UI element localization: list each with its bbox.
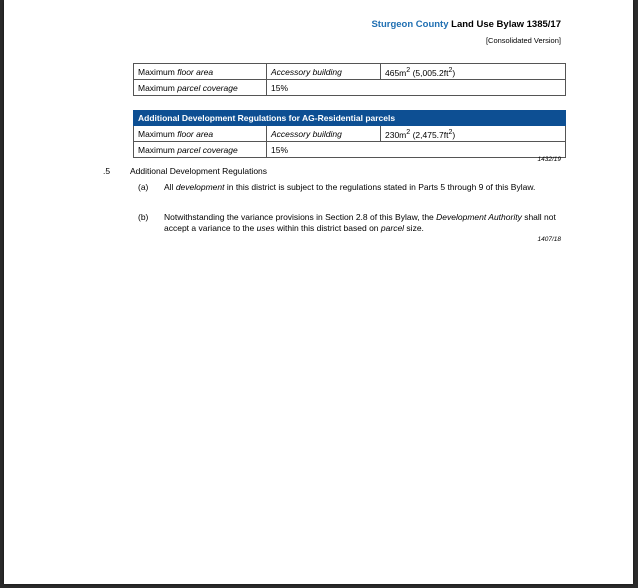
value-text: (2,475.7ft [410,129,449,140]
item-label: (a) [138,182,149,192]
defined-term: development [175,182,225,192]
table-cell [134,80,267,96]
defined-term: parcel [380,223,405,233]
header-title-line [371,19,561,30]
text-run: size. [404,223,424,233]
text-run: within this district based on [274,223,381,233]
table-title: Additional Development Regulations for AG-Residential parcels [134,111,566,126]
organization-name: Sturgeon County [371,19,449,30]
item-text [164,182,568,193]
table-header-row [134,111,566,126]
defined-term: Accessory building [271,128,342,139]
value-text: 465m [385,67,407,78]
table-cell [267,64,381,80]
defined-term: floor area [177,128,214,139]
defined-term: Development Authority [436,212,522,222]
table-cell [134,64,267,80]
value-text: (5,005.2ft [410,67,449,78]
label-text: Maximum [138,66,175,77]
table-cell: 15% [267,80,566,96]
value-text: ) [452,67,456,78]
superscript: 2 [448,127,453,136]
amendment-reference: 1407/18 [537,236,561,243]
value-text: ) [452,129,456,140]
table-cell [381,126,566,142]
text-run: Notwithstanding the variance provisions in Section 2.8 of this Bylaw, the [164,212,437,222]
defined-term: parcel coverage [177,144,238,155]
defined-term: uses [256,223,275,233]
table-row [134,142,566,158]
list-item [138,212,568,234]
label-text: Maximum [138,128,175,139]
defined-term: floor area [177,66,214,77]
table-cell [381,64,566,80]
label-text: Maximum [138,144,175,155]
table-cell [134,126,267,142]
table-cell [134,142,267,158]
superscript: 2 [406,65,411,74]
label-text: Maximum [138,82,175,93]
list-item [138,182,568,193]
section-number: .5 [103,166,111,176]
regulations-table [133,63,566,96]
table-row [134,64,566,80]
defined-term: parcel coverage [177,82,238,93]
table-row [134,80,566,96]
bylaw-title: Land Use Bylaw 1385/17 [451,19,561,30]
text-run: in this district is subject to the regulations stated in Parts 5 through 9 of this Bylaw. [224,182,536,192]
item-label: (b) [138,212,149,222]
ag-residential-table [133,110,566,158]
text-run: shall not accept a variance to the [164,212,556,233]
item-text [164,212,568,234]
consolidated-version: [Consolidated Version] [485,36,561,45]
amendment-reference: 1432/19 [537,156,561,163]
table-cell [267,126,381,142]
page-header [371,19,561,45]
superscript: 2 [406,127,411,136]
value-text: 230m [385,129,407,140]
defined-term: Accessory building [271,66,342,77]
table-row [134,126,566,142]
text-run: All [164,182,176,192]
section-title: Additional Development Regulations [130,166,268,176]
superscript: 2 [448,65,453,74]
document-page [4,0,633,584]
table-cell: 15% [267,142,566,158]
